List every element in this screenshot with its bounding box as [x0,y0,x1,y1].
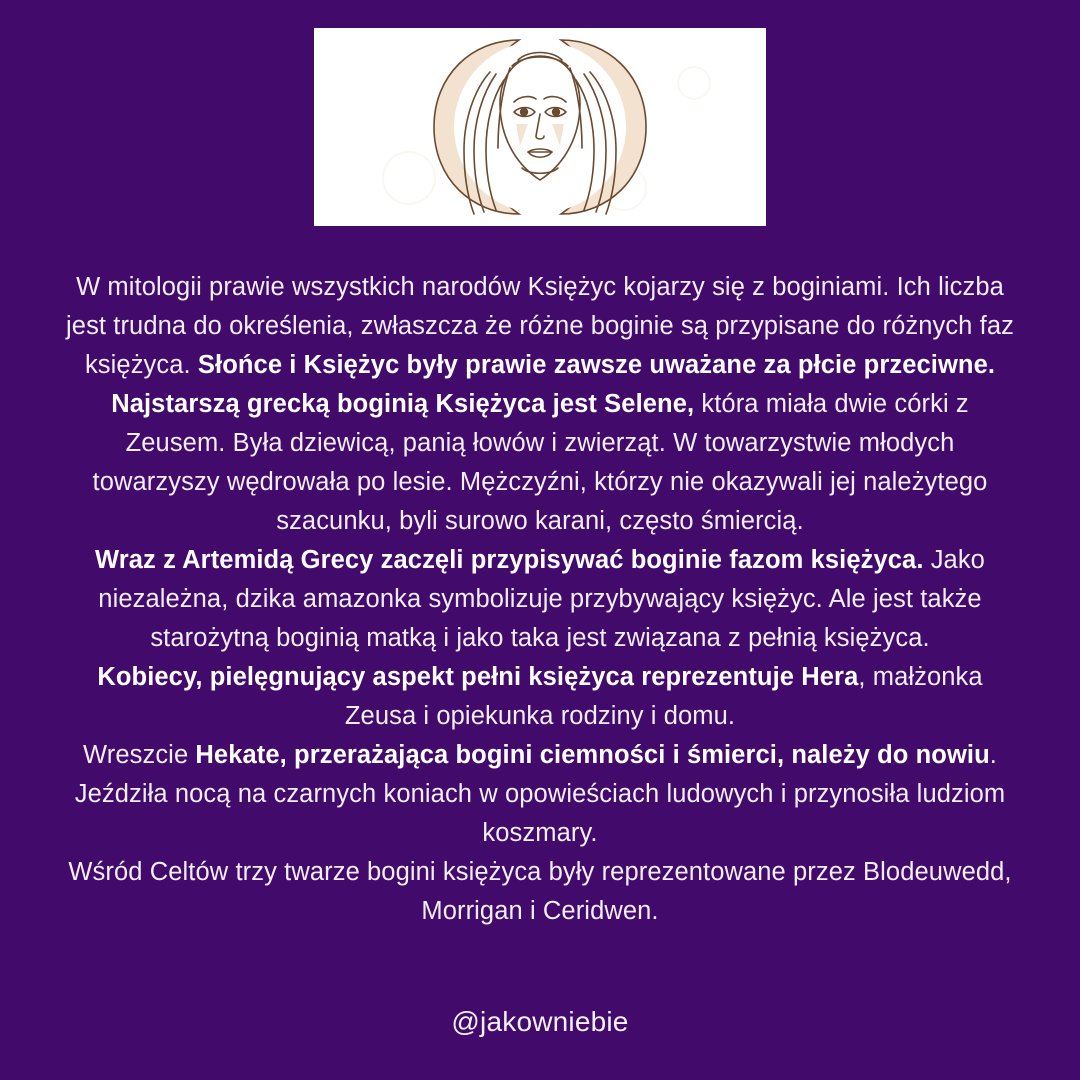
artwork-card [314,28,766,226]
center-full-moon [454,41,626,214]
paragraph-4 [60,736,1020,853]
emphasis-run: Kobiecy, pielęgnujący aspekt pełni księżyca reprezentuje Hera [97,663,859,691]
text-run: , małżonka Zeusa i opiekunka rodziny i domu. [344,663,983,730]
text-run: Wreszcie [83,741,196,769]
text-run: Wśród Celtów trzy twarze bogini księżyca były reprezentowane przez Blodeuwedd, Morrigan i Ceridwen. [68,858,1012,925]
emphasis-run: Wraz z Artemidą Grecy zaczęli przypisywać boginie fazom księżyca. [95,546,924,574]
text-run: Jako niezależna, dzika amazonka symbolizuje przybywający księżyc. Ale jest także starożytną boginią matką i jako taka jest związana z pełnią księżyca. [98,546,985,652]
emphasis-run: Słońce i Księżyc były prawie zawsze uważane za płcie przeciwne. Najstarszą grecką boginią Księżyca jest Selene, [111,351,996,418]
paragraph-3 [60,658,1020,736]
paragraph-2 [60,541,1020,658]
emphasis-run: Hekate, przerażająca bogini ciemności i śmierci, należy do nowiu [195,741,990,769]
paragraph-1 [60,268,1020,541]
text-run: . Jeździła nocą na czarnych koniach w opowieściach ludowych i przynosiła ludziom koszmary. [74,741,1006,847]
article-body [60,268,1020,931]
paragraph-5 [60,853,1020,931]
triple-moon-goddess-icon [314,28,766,226]
text-run: W mitologii prawie wszystkich narodów Księżyc kojarzy się z boginiami. Ich liczba jest trudna do określenia, zwłaszcza że różne boginie są przypisane do różnych faz księżyca. [66,273,1014,379]
author-handle: @jakowniebie [451,1006,629,1037]
text-run: która miała dwie córki z Zeusem. Była dziewicą, panią łowów i zwierząt. W towarzystwie młodych towarzyszy wędrowała po lesie. Mężczyźni, którzy nie okazywali jej należytego szacunku, byli surowo karani, często śmiercią. [92,390,988,535]
